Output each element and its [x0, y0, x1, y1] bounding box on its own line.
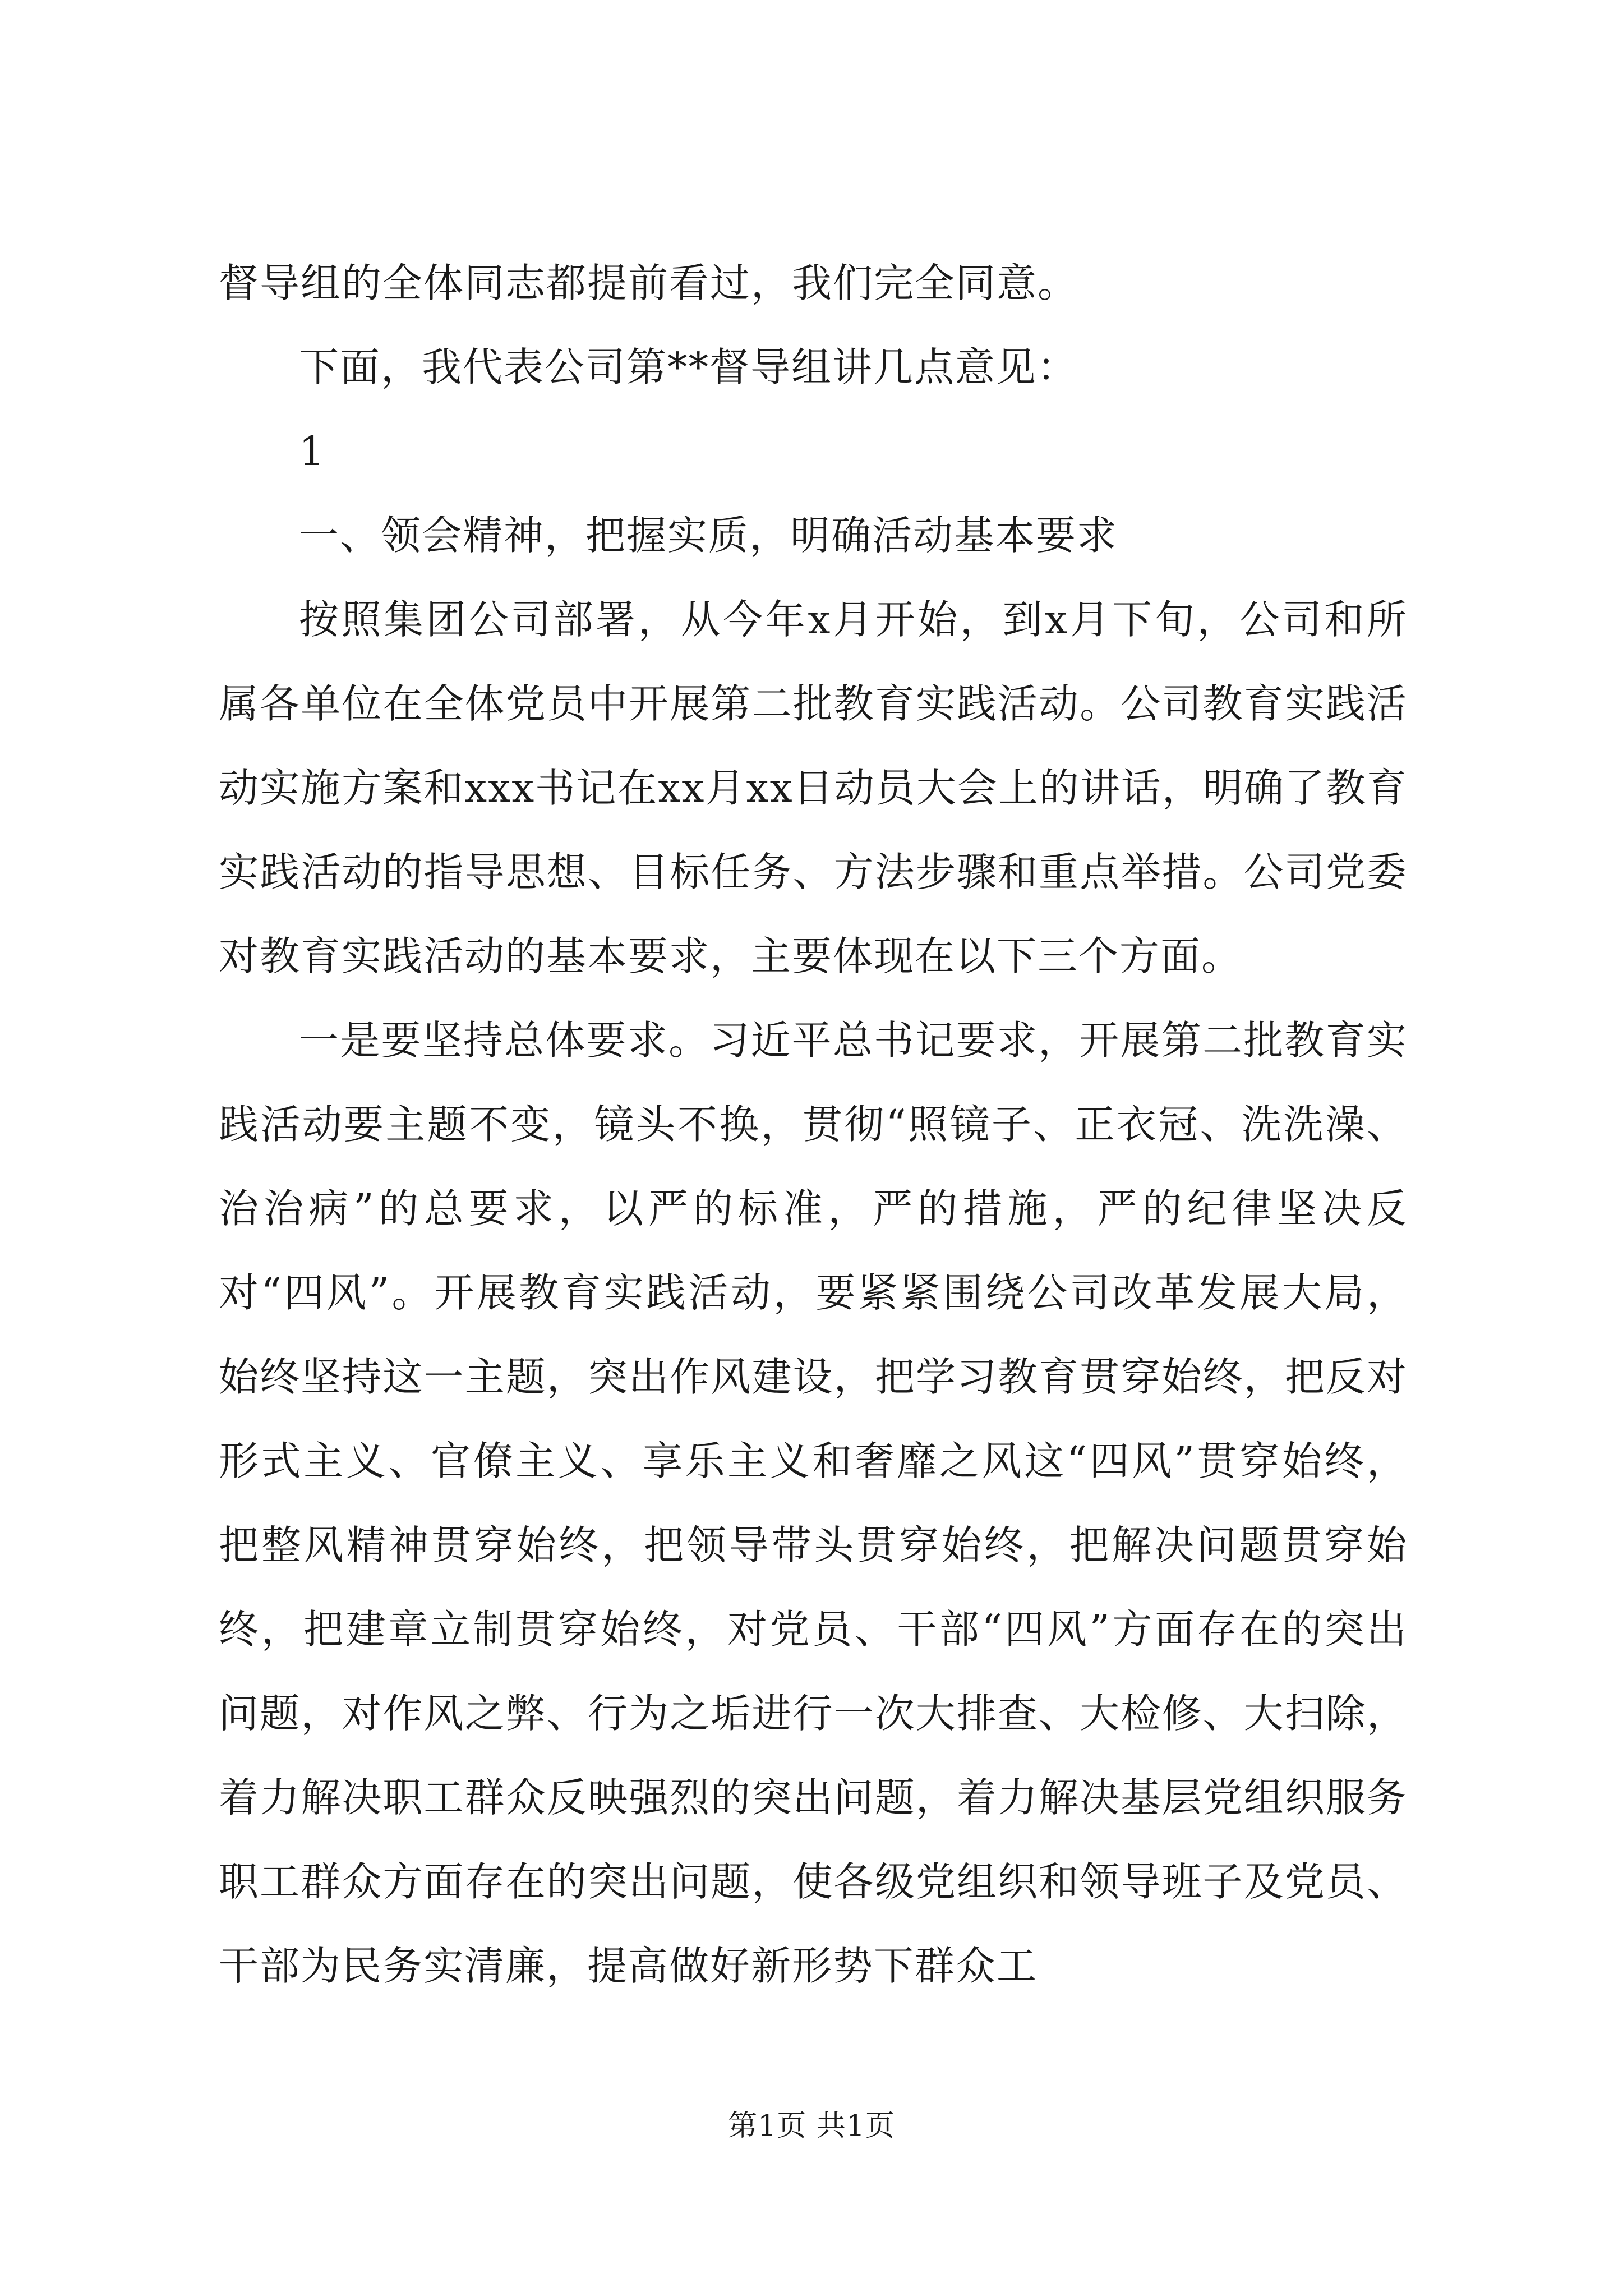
body-paragraph-2: 一是要坚持总体要求。习近平总书记要求，开展第二批教育实践活动要主题不变，镜头不换，贯彻“照镜子、正衣冠、洗洗澡、治治病”的总要求，以严的标准，严的措施，严的纪律坚决反对“四风”。开展教育实践活动，要紧紧围绕公司改革发展大局，始终坚持这一主题，突出作风建设，把学习教育贯穿始终，把反对形式主义、官僚主义、享乐主义和奢靡之风这“四风”贯穿始终，把整风精神贯穿始终，把领导带头贯穿始终，把解决问题贯穿始终，把建章立制贯穿始终，对党员、干部“四风”方面存在的突出问题，对作风之弊、行为之垢进行一次大排查、大检修、大扫除，着力解决职工群众反映强烈的突出问题，着力解决基层党组织服务职工群众方面存在的突出问题，使各级党组织和领导班子及党员、干部为民务实清廉，提高做好新形势下群众工 — [219, 1017, 1408, 1989]
opening-line: 督导组的全体同志都提前看过，我们完全同意。 — [219, 260, 1079, 306]
intro-line: 下面，我代表公司第**督导组讲几点意见： — [299, 344, 1078, 390]
page-footer: 第1页 共1页 — [728, 2109, 895, 2143]
document-body — [219, 241, 1408, 2008]
section-heading: 一、领会精神，把握实质，明确活动基本要求 — [299, 512, 1118, 559]
list-marker: 1 — [299, 428, 326, 475]
body-paragraph-1: 按照集团公司部署，从今年x月开始，到x月下旬，公司和所属各单位在全体党员中开展第二批教育实践活动。公司教育实践活动实施方案和xxx书记在xx月xx日动员大会上的讲话，明确了教育实践活动的指导思想、目标任务、方法步骤和重点举措。公司党委对教育实践活动的基本要求，主要体现在以下三个方面。 — [219, 596, 1408, 979]
